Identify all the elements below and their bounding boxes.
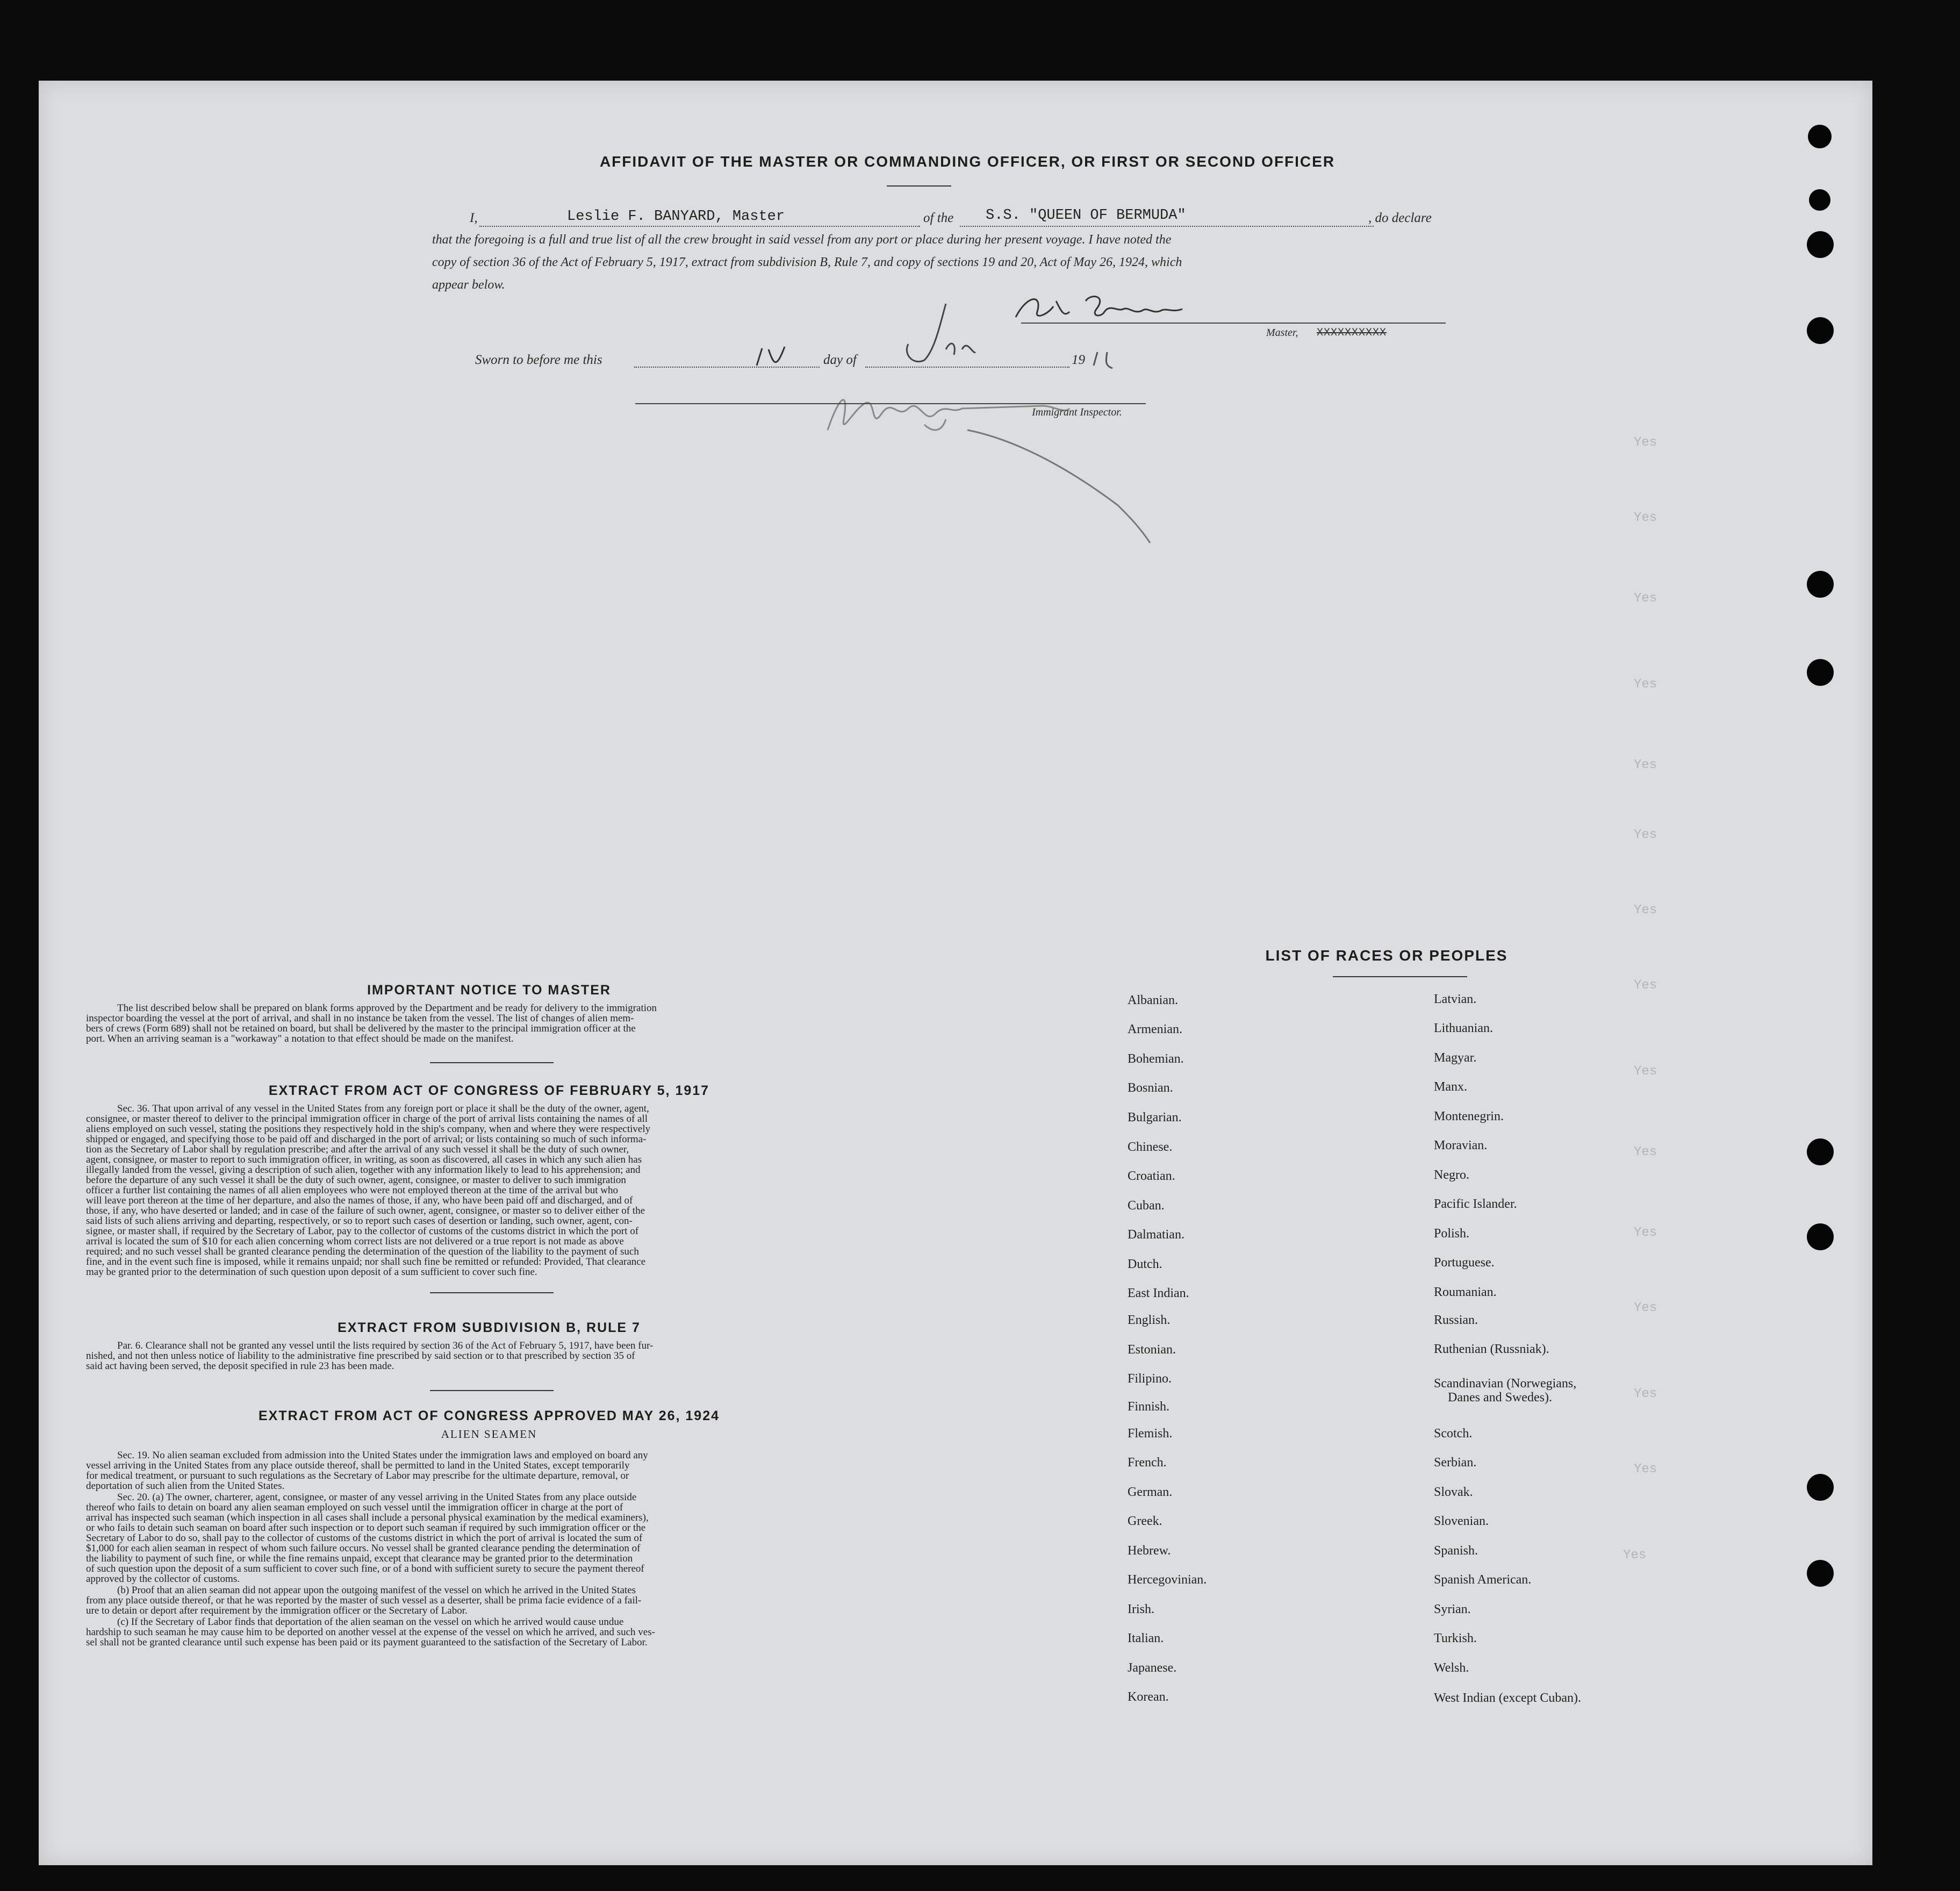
- race-item: Portuguese.: [1434, 1256, 1495, 1270]
- race-item: Slovak.: [1434, 1485, 1473, 1499]
- race-item: Filipino.: [1128, 1372, 1172, 1386]
- race-item: Dutch.: [1128, 1257, 1162, 1271]
- notice-divider: [430, 1062, 554, 1063]
- extract-line: thereof who fails to detain on board any alien seaman employed on such vessel until the immigration officer in charge at the port of: [86, 1502, 623, 1513]
- extract-line: Secretary of Labor to do so, shall pay to the collector of customs of the customs district in which the port of arrival is located the sum of: [86, 1532, 643, 1544]
- extract-line: (c) If the Secretary of Labor finds that deportation of the alien seaman on the vessel on which he arrived would cause undue: [117, 1616, 624, 1628]
- name-field-line: [479, 226, 920, 227]
- race-item: Polish.: [1434, 1227, 1470, 1241]
- race-item: Danes and Swedes).: [1448, 1391, 1552, 1405]
- race-item: Syrian.: [1434, 1602, 1471, 1616]
- do-declare-label: , do declare: [1368, 211, 1432, 225]
- race-item: Chinese.: [1128, 1140, 1173, 1154]
- extract-line: aliens employed on such vessel, stating the positions they respectively hold in the ship's company, when and where they were respectively: [86, 1123, 651, 1135]
- race-item: Scotch.: [1434, 1427, 1473, 1441]
- extract-line: the liability to payment of such fine, or while the fine remains unpaid, except that clearance may be granted prior to the determination: [86, 1553, 633, 1564]
- race-item: French.: [1128, 1456, 1167, 1470]
- extract-line: ure to detain or deport after requirement by the immigration officer or the Secretary of Labor.: [86, 1605, 468, 1616]
- of-the-label: of the: [923, 211, 954, 225]
- punch-hole: [1807, 1474, 1834, 1501]
- races-title-underline: [1333, 976, 1467, 977]
- race-item: Bulgarian.: [1128, 1111, 1182, 1124]
- race-item: German.: [1128, 1485, 1173, 1499]
- extract-line: arrival has inspected such seaman (which inspection in all cases shall include a personal physical examination by the medical examiners),: [86, 1512, 649, 1523]
- race-item: East Indian.: [1128, 1286, 1189, 1300]
- race-item: Greek.: [1128, 1514, 1162, 1528]
- handwritten-month: [881, 301, 989, 371]
- races-title: LIST OF RACES OR PEOPLES: [1265, 947, 1508, 964]
- punch-hole: [1808, 125, 1832, 148]
- race-item: Russian.: [1434, 1313, 1478, 1327]
- race-item: Japanese.: [1128, 1661, 1177, 1675]
- inspector-signature-line: [635, 403, 1146, 404]
- notice-line: inspector boarding the vessel at the port of arrival, and shall in no instance be taken from the vessel. The list of changes of alien mem-: [86, 1013, 634, 1024]
- extract-line: for medical treatment, or pursuant to such regulations as the Secretary of Labor may prescribe for the ultimate departure, removal, or: [86, 1470, 629, 1481]
- notice-title: IMPORTANT NOTICE TO MASTER: [367, 983, 611, 998]
- race-item: Korean.: [1128, 1690, 1169, 1704]
- extract-line: required; and no such vessel shall be granted clearance pending the determination of the question of the liability to the payment of such: [86, 1246, 639, 1257]
- extract-rule7-title: EXTRACT FROM SUBDIVISION B, RULE 7: [338, 1320, 641, 1335]
- punch-hole: [1807, 317, 1834, 344]
- notice-line: The list described below shall be prepared on blank forms approved by the Department and be ready for delivery to the immigration: [117, 1002, 657, 1014]
- vessel-field-line: [960, 226, 1374, 227]
- struck-title: XXXXXXXXXX: [1317, 327, 1387, 339]
- affidavit-title: AFFIDAVIT OF THE MASTER OR COMMANDING OFFICER, OR FIRST OR SECOND OFFICER: [599, 153, 1336, 170]
- extract-1917-divider: [430, 1292, 554, 1293]
- punch-hole: [1807, 231, 1834, 258]
- i-label: I,: [470, 211, 478, 225]
- race-item: Scandinavian (Norwegians,: [1434, 1377, 1577, 1391]
- race-item: Manx.: [1434, 1080, 1467, 1094]
- punch-hole: [1809, 189, 1830, 211]
- extract-line: (b) Proof that an alien seaman did not appear upon the outgoing manifest of the vessel on which he arrived in the United States: [117, 1585, 636, 1596]
- extract-line: said lists of such aliens arriving and departing, respectively, or so to report such cases of desertion or landing, such owner, agent, con-: [86, 1215, 633, 1227]
- race-item: Serbian.: [1434, 1456, 1477, 1470]
- master-label: Master,: [1266, 327, 1298, 339]
- extract-line: $1,000 for each alien seaman in respect of whom such failure occurs. No vessel shall be granted clearance pending the determination of: [86, 1543, 641, 1554]
- extract-line: deportation of such alien from the United States.: [86, 1480, 285, 1492]
- race-item: Bohemian.: [1128, 1052, 1184, 1066]
- affidavit-body-line-1: that the foregoing is a full and true list of all the crew brought in said vessel from any port or place during her present voyage. I have noted the: [432, 233, 1172, 247]
- race-item: Slovenian.: [1434, 1514, 1489, 1528]
- inspector-signature: [817, 366, 1204, 548]
- race-item: Estonian.: [1128, 1343, 1176, 1357]
- vessel-name: S.S. "QUEEN OF BERMUDA": [986, 207, 1186, 224]
- race-item: Flemish.: [1128, 1427, 1173, 1441]
- day-of-label: day of: [823, 353, 857, 367]
- race-item: Hebrew.: [1128, 1544, 1171, 1558]
- race-item: Albanian.: [1128, 993, 1178, 1007]
- extract-line: Sec. 19. No alien seaman excluded from admission into the United States under the immigration laws and employed on board any: [117, 1450, 648, 1461]
- race-item: Irish.: [1128, 1602, 1154, 1616]
- title-underline: [887, 185, 951, 187]
- extract-line: shipped or engaged, and specifying those to be paid off and discharged in the port of arrival; or lists containing so much of such informa-: [86, 1134, 647, 1145]
- race-item: Dalmatian.: [1128, 1228, 1184, 1242]
- extract-1917-title: EXTRACT FROM ACT OF CONGRESS OF FEBRUARY 5, 1917: [268, 1083, 710, 1098]
- race-item: Bosnian.: [1128, 1081, 1173, 1095]
- extract-line: sel shall not be granted clearance until such expense has been paid or its payment guaranteed to the satisfaction of the Secretary of Labor.: [86, 1637, 648, 1648]
- extract-line: fine, and in the event such fine is imposed, while it remains unpaid; nor shall such fine be remitted or refunded: Provided, That clearance: [86, 1256, 646, 1267]
- race-item: West Indian (except Cuban).: [1434, 1691, 1581, 1705]
- punch-hole: [1807, 1223, 1834, 1250]
- extract-1924-subtitle: ALIEN SEAMEN: [441, 1428, 537, 1441]
- inspector-label: Immigrant Inspector.: [1032, 406, 1122, 418]
- race-item: Cuban.: [1128, 1199, 1165, 1213]
- extract-line: hardship to such seaman he may cause him to be deported on another vessel at the expense of the vessel on which he arrived, and such ves-: [86, 1627, 655, 1638]
- master-signature-line: [1021, 323, 1446, 324]
- extract-line: consignee, or master thereof to deliver to the principal immigration officer in charge of the port of arrival lists containing the names of all: [86, 1113, 648, 1124]
- extract-line: before the departure of any such vessel it shall be the duty of such owner, agent, consignee, or master to deliver to such immigration: [86, 1174, 626, 1186]
- extract-line: those, if any, who have deserted or landed; and in case of the failure of such owner, agent, consignee, or master so to deliver either of the: [86, 1205, 645, 1216]
- extract-line: illegally landed from the vessel, giving a description of such alien, together with any information likely to lead to his apprehension; and: [86, 1164, 641, 1176]
- punch-hole: [1807, 1138, 1834, 1165]
- race-item: Finnish.: [1128, 1400, 1170, 1414]
- race-item: Spanish American.: [1434, 1573, 1532, 1587]
- year-prefix: 19: [1072, 353, 1085, 367]
- race-item: Roumanian.: [1434, 1285, 1497, 1299]
- race-item: Armenian.: [1128, 1022, 1182, 1036]
- punch-hole: [1807, 1560, 1834, 1587]
- notice-line: port. When an arriving seaman is a "workaway" a notation to that effect should be made on the manifest.: [86, 1033, 514, 1044]
- race-item: Magyar.: [1434, 1051, 1477, 1065]
- punch-hole: [1807, 659, 1834, 686]
- handwritten-day: [752, 344, 795, 371]
- race-item: Pacific Islander.: [1434, 1197, 1517, 1211]
- sworn-label: Sworn to before me this: [475, 353, 602, 367]
- extract-line: may be granted prior to the determination of such question upon deposit of a sum sufficient to cover such fine.: [86, 1266, 537, 1278]
- race-item: Italian.: [1128, 1631, 1164, 1645]
- extract-line: tion as the Secretary of Labor shall by regulation prescribe; and after the arrival of any such vessel it shall be the duty of such owner,: [86, 1144, 629, 1155]
- extract-line: Sec. 36. That upon arrival of any vessel in the United States from any foreign port or place it shall be the duty of the owner, agent,: [117, 1103, 649, 1114]
- extract-line: or who fails to detain such seaman on board after such inspection or to deport such seaman if required by such immigration officer or the: [86, 1522, 646, 1534]
- extract-line: approved by the collector of customs.: [86, 1573, 240, 1585]
- race-item: Spanish.: [1434, 1544, 1478, 1558]
- extract-line: said act having been served, the deposit specified in rule 23 has been made.: [86, 1360, 394, 1372]
- race-item: Croatian.: [1128, 1169, 1175, 1183]
- race-item: Welsh.: [1434, 1661, 1469, 1675]
- extract-rule7-divider: [430, 1390, 554, 1391]
- extract-line: of such question upon the deposit of a sum sufficient to cover such fine, or of a bond with sufficient surety to secure the payment thereof: [86, 1563, 644, 1574]
- affidavit-body-line-3: appear below.: [432, 278, 505, 292]
- affidavit-body-line-2: copy of section 36 of the Act of February 5, 1917, extract from subdivision B, Rule 7, and copy of sections 19 and 20, Act of May 26, 1924, which: [432, 255, 1182, 269]
- race-item: Hercegovinian.: [1128, 1573, 1207, 1587]
- race-item: Negro.: [1434, 1168, 1469, 1182]
- extract-line: from any place outside thereof, or that he was reported by the master of such vessel as a deserter, shall be prima facie evidence of a fail-: [86, 1595, 642, 1606]
- extract-line: Sec. 20. (a) The owner, charterer, agent, consignee, or master of any vessel arriving in the United States from any place outside: [117, 1492, 637, 1503]
- notice-line: bers of crews (Form 689) shall not be retained on board, but shall be delivered by the master to the principal immigration officer at the: [86, 1023, 636, 1034]
- extract-line: officer a further list containing the names of all alien employees who were not employed thereon at the time of the arrival but who: [86, 1185, 618, 1196]
- race-item: Turkish.: [1434, 1631, 1477, 1645]
- race-item: Ruthenian (Russniak).: [1434, 1342, 1549, 1356]
- extract-line: will leave port thereon at the time of her departure, and also the names of those, if any, who have been paid off and discharged, and of: [86, 1195, 633, 1206]
- extract-line: signee, or master shall, if required by the Secretary of Labor, pay to the collector of customs of the customs district in which the port of: [86, 1226, 639, 1237]
- race-item: Montenegrin.: [1434, 1109, 1504, 1123]
- extract-line: arrival is located the sum of $10 for each alien concerning whom correct lists are not delivered or a true report is not made as above: [86, 1236, 624, 1247]
- extract-line: agent, consignee, or master to report to such immigration officer, in writing, as soon as discovered, all cases in which any such alien has: [86, 1154, 642, 1165]
- master-name: Leslie F. BANYARD, Master: [567, 209, 785, 225]
- race-item: Latvian.: [1434, 992, 1477, 1006]
- race-item: Lithuanian.: [1434, 1021, 1493, 1035]
- extract-line: Par. 6. Clearance shall not be granted any vessel until the lists required by section 36 of the Act of February 5, 1917, have been fur-: [117, 1340, 654, 1351]
- punch-hole: [1807, 571, 1834, 598]
- extract-line: vessel arriving in the United States from any place outside thereof, shall be permitted to land in the United States, except temporarily: [86, 1460, 630, 1471]
- extract-line: nished, and not then unless notice of liability to the administrative fine prescribed by said section or to that prescribed by section 35 of: [86, 1350, 635, 1362]
- race-item: Moravian.: [1434, 1138, 1488, 1152]
- extract-1924-title: EXTRACT FROM ACT OF CONGRESS APPROVED MAY 26, 1924: [258, 1408, 720, 1423]
- race-item: English.: [1128, 1313, 1171, 1327]
